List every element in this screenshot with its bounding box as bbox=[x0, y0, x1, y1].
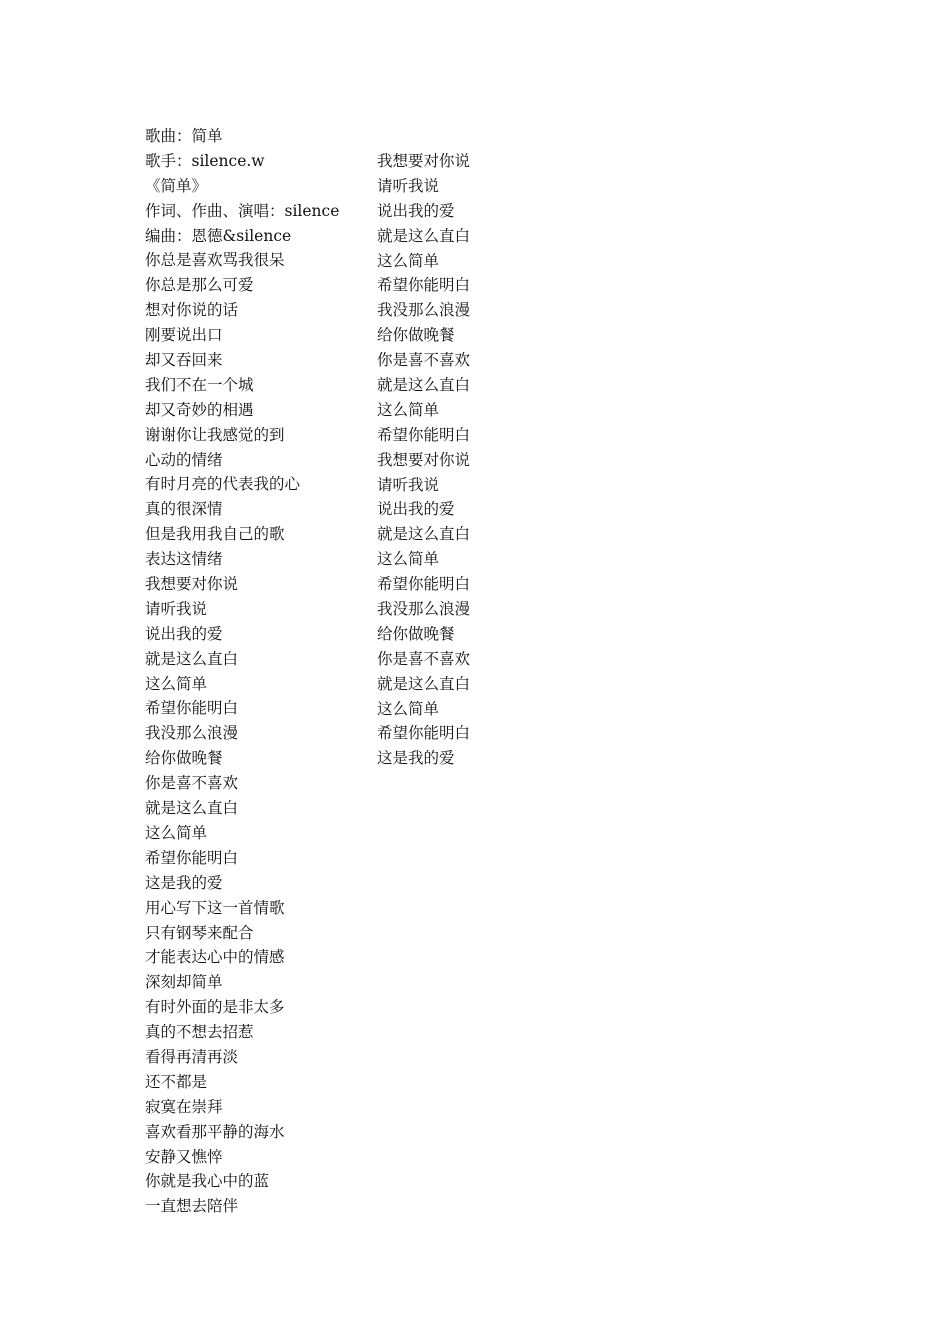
lyric-right-line: 说出我的爱 bbox=[377, 201, 455, 220]
lyric-right-line: 说出我的爱 bbox=[377, 500, 455, 519]
lyric-left-line: 就是这么直白 bbox=[145, 799, 239, 818]
lyric-right-line: 这么简单 bbox=[377, 550, 440, 569]
lyric-right-line: 我没那么浪漫 bbox=[377, 301, 471, 320]
lyric-left-line: 你就是我心中的蓝 bbox=[145, 1172, 270, 1191]
lyric-left-line: 歌手：silence.w bbox=[145, 151, 265, 170]
lyric-left-line: 这么简单 bbox=[145, 823, 208, 842]
lyric-left-line: 用心写下这一首情歌 bbox=[145, 898, 285, 917]
lyric-left-line: 心动的情绪 bbox=[145, 450, 223, 469]
lyric-left-line: 刚要说出口 bbox=[145, 326, 223, 345]
lyric-left-line: 寂寞在崇拜 bbox=[145, 1097, 223, 1116]
lyric-right-line: 就是这么直白 bbox=[377, 376, 471, 395]
lyric-left-line: 深刻却简单 bbox=[145, 973, 223, 992]
lyric-left-line: 一直想去陪伴 bbox=[145, 1197, 239, 1216]
lyric-left-line: 《简单》 bbox=[145, 176, 208, 195]
lyric-left-line: 这是我的爱 bbox=[145, 873, 223, 892]
lyric-left-line: 却又吞回来 bbox=[145, 351, 223, 370]
lyric-right-line: 就是这么直白 bbox=[377, 674, 471, 693]
lyric-left-line: 谢谢你让我感觉的到 bbox=[145, 425, 285, 444]
lyrics-column-right bbox=[377, 149, 577, 771]
lyric-left-line: 说出我的爱 bbox=[145, 624, 223, 643]
lyric-left-line: 希望你能明白 bbox=[145, 699, 239, 718]
lyric-right-line: 你是喜不喜欢 bbox=[377, 351, 471, 370]
lyric-left-line: 就是这么直白 bbox=[145, 649, 239, 668]
lyric-left-line: 我们不在一个城 bbox=[145, 375, 254, 394]
lyric-left-line: 却又奇妙的相遇 bbox=[145, 400, 254, 419]
lyric-right-line: 就是这么直白 bbox=[377, 226, 471, 245]
lyric-left-line: 看得再清再淡 bbox=[145, 1047, 239, 1066]
lyric-right-line: 我想要对你说 bbox=[377, 152, 471, 170]
lyric-left-line: 有时月亮的代表我的心 bbox=[145, 475, 301, 494]
lyric-left-line: 希望你能明白 bbox=[145, 848, 239, 867]
lyric-right-line: 这么简单 bbox=[377, 251, 440, 270]
lyric-left-line: 作词、作曲、演唱：silence bbox=[145, 201, 340, 220]
lyric-right-line: 给你做晚餐 bbox=[377, 326, 455, 345]
lyric-left-line: 想对你说的话 bbox=[145, 301, 239, 320]
lyric-left-line: 请听我说 bbox=[145, 599, 208, 618]
lyric-right-line: 希望你能明白 bbox=[377, 724, 471, 743]
lyric-right-line: 请听我说 bbox=[377, 176, 440, 195]
lyric-left-line: 有时外面的是非太多 bbox=[145, 998, 285, 1017]
lyric-left-line: 但是我用我自己的歌 bbox=[145, 525, 285, 544]
lyric-left-line: 歌曲：简单 bbox=[145, 127, 223, 145]
lyric-left-line: 真的很深情 bbox=[145, 500, 223, 519]
lyric-left-line: 我想要对你说 bbox=[145, 575, 239, 594]
lyric-right-line: 这是我的爱 bbox=[377, 749, 455, 768]
lyric-right-line: 请听我说 bbox=[377, 475, 440, 494]
lyric-right-line: 这么简单 bbox=[377, 699, 440, 718]
lyric-left-line: 你是喜不喜欢 bbox=[145, 774, 239, 793]
lyric-right-line: 你是喜不喜欢 bbox=[377, 649, 471, 668]
lyrics-column-left bbox=[145, 124, 365, 1219]
lyric-left-line: 你总是喜欢骂我很呆 bbox=[145, 251, 285, 270]
lyric-right-line: 希望你能明白 bbox=[377, 425, 471, 444]
lyric-right-line: 给你做晚餐 bbox=[377, 624, 455, 643]
lyric-left-line: 还不都是 bbox=[145, 1072, 208, 1091]
lyric-right-line: 希望你能明白 bbox=[377, 575, 471, 594]
lyric-right-line: 就是这么直白 bbox=[377, 525, 471, 544]
lyric-left-line: 表达这情绪 bbox=[145, 550, 223, 569]
lyric-right-line: 希望你能明白 bbox=[377, 276, 471, 295]
lyric-left-line: 才能表达心中的情感 bbox=[145, 948, 285, 967]
lyric-left-line: 喜欢看那平静的海水 bbox=[145, 1122, 285, 1141]
lyric-left-line: 给你做晚餐 bbox=[145, 749, 223, 768]
lyric-left-line: 这么简单 bbox=[145, 674, 208, 693]
lyric-left-line: 你总是那么可爱 bbox=[145, 276, 254, 295]
lyric-left-line: 编曲：恩德&silence bbox=[145, 226, 292, 245]
lyric-right-line: 这么简单 bbox=[377, 400, 440, 419]
lyric-left-line: 真的不想去招惹 bbox=[145, 1023, 254, 1042]
lyric-left-line: 安静又憔悴 bbox=[145, 1147, 223, 1166]
lyric-left-line: 我没那么浪漫 bbox=[145, 724, 239, 743]
lyric-right-line: 我没那么浪漫 bbox=[377, 600, 471, 619]
lyric-right-line: 我想要对你说 bbox=[377, 450, 471, 469]
lyric-left-line: 只有钢琴来配合 bbox=[145, 923, 254, 942]
